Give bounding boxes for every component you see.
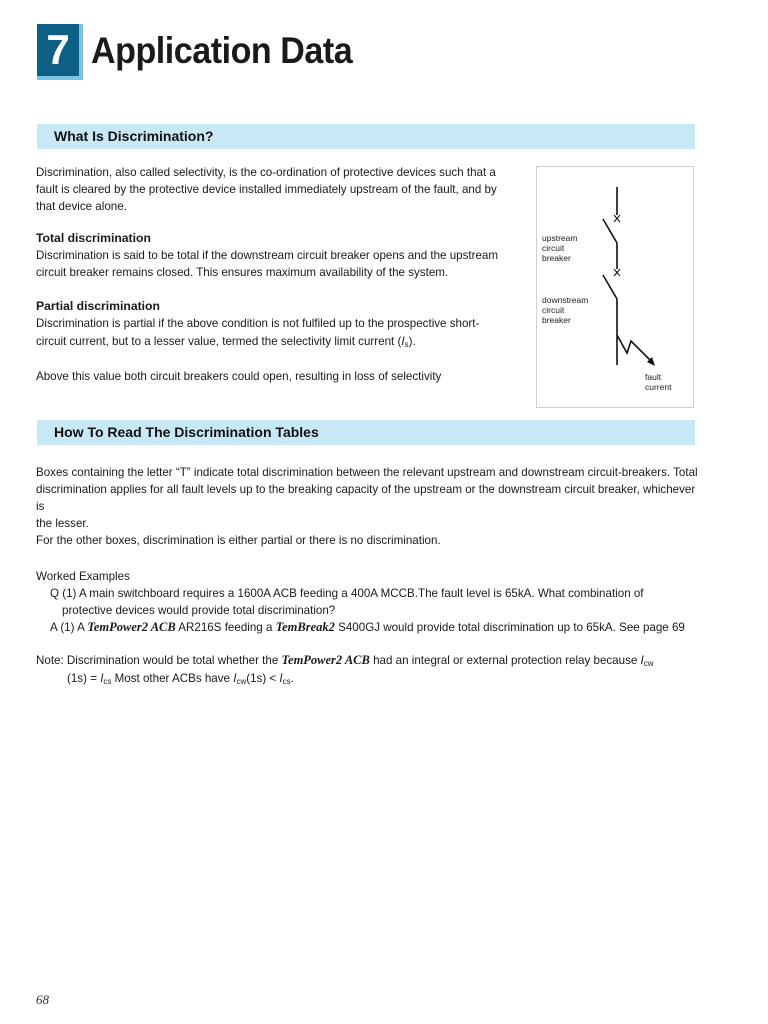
total-line: Discrimination is said to be total if the downstream circuit breaker opens and the upstream [36,249,499,262]
page-number: 68 [36,992,49,1007]
answer-line: A (1) A TemPower2 ACB AR216S feeding a TemBreak2 S400GJ would provide total discrimination up to 65kA. See page 69 [50,620,685,634]
selectivity-subscript: s [404,340,409,349]
chapter-badge [37,24,83,80]
boxes-line: discrimination applies for all fault levels up to the breaking capacity of the upstream or the downstream circuit breaker, whichever is [36,483,696,513]
boxes-line: the lesser. [36,517,89,530]
total-discrimination-block [36,230,498,281]
loss-of-selectivity-line: Above this value both circuit breakers could open, resulting in loss of selectivity [36,370,442,383]
total-line: circuit breaker remains closed. This ensures maximum availability of the system. [36,266,449,279]
partial-discrimination-heading: Partial discrimination [36,299,160,313]
breaker-diagram-svg [537,167,693,407]
partial-line-text: circuit current, but to a lesser value, termed the selectivity limit current ( [36,335,402,348]
boxes-line: Boxes containing the letter “T” indicate total discrimination between the relevant upstream and downstream circuit-breakers. Total [36,466,698,479]
icw-subscript: cw [643,659,654,668]
fault-current-label: fault current [645,372,672,392]
intro-line: fault is cleared by the protective device installed immediately upstream of the fault, and by [36,183,497,196]
partial-line [36,333,479,350]
other-boxes-line: For the other boxes, discrimination is either partial or there is no discrimination. [36,534,441,547]
partial-line-end: ). [408,335,416,348]
section-heading-discrimination: What Is Discrimination? [37,124,695,149]
intro-paragraph [36,164,497,215]
question-line-continued: protective devices would provide total discrimination? [62,604,336,617]
boxes-paragraph [36,464,698,532]
question-line: Q (1) A main switchboard requires a 1600A ACB feeding a 400A MCCB.The fault level is 65kA. What combination of [50,587,644,600]
tempower2-acb-brand: TemPower2 ACB [87,620,176,634]
total-discrimination-heading: Total discrimination [36,231,151,245]
selectivity-symbol: I [401,335,405,348]
note-line: Note: Discrimination would be total whether the TemPower2 ACB had an integral or external protection relay because $I_{cw}$ [36,653,654,668]
tembreak2-brand: TemBreak2 [275,620,335,634]
intro-line: that device alone. [36,200,127,213]
downstream-breaker-label: downstream circuit breaker [542,295,589,325]
intro-line: Discrimination, also called selectivity, is the co-ordination of protective devices such that a [36,166,496,179]
upstream-cross-mark [614,215,620,222]
note-line-continued: $(1s) = I_{cs}$ Most other ACBs have $I_{cw}(1s) < I_{cs}$. [67,672,294,686]
page-title: Application Data [91,30,353,71]
upstream-breaker-label: upstream circuit breaker [542,233,578,263]
circuit-diagram [536,166,694,408]
tempower2-acb-brand-note: TemPower2 ACB [281,653,370,667]
partial-discrimination-block [36,298,479,350]
section-heading-reading-tables: How To Read The Discrimination Tables [37,420,695,445]
downstream-cross-mark [614,269,620,276]
partial-line: Discrimination is partial if the above condition is not fulfiled up to the prospective short- [36,317,480,330]
chapter-number: 7 [46,26,70,73]
worked-examples-heading: Worked Examples [36,570,130,583]
fault-current-arrow-line [617,335,653,363]
icw-symbol: I [640,654,644,667]
